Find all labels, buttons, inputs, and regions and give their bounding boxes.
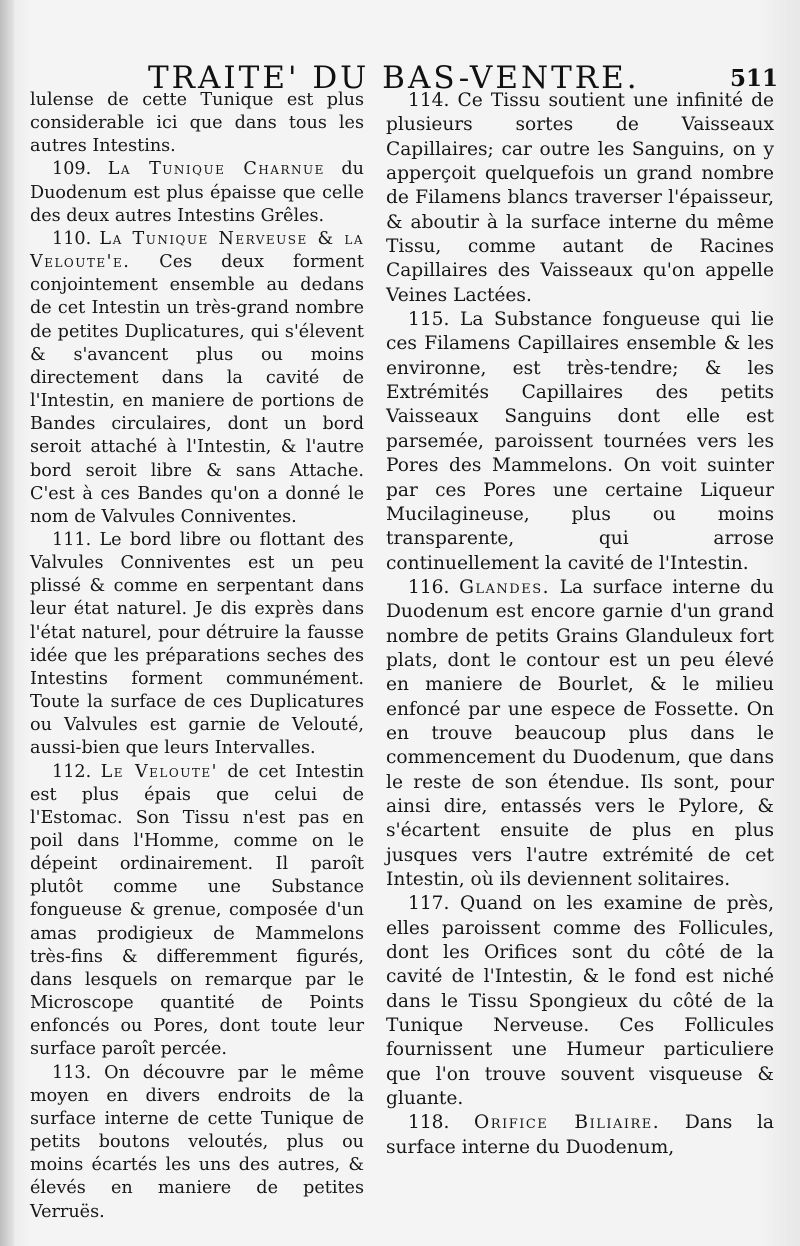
paragraph-113 — [30, 1062, 364, 1224]
paragraph-text: Le bord libre ou flottant des Valvules Conniventes est un peu plissé & comme en serpentant dans leur état naturel. Je dis exprès dans l'état naturel, pour détruire la fausse idée que les préparations seches des Intestins forment communément. Toute la surface de ces Duplicatures ou Valvules est garnie de Velouté, aussi-bien que leurs Intervalles. — [30, 529, 364, 759]
paragraph-text: du Duodenum est plus épaisse que celle des deux autres Intestins Grêles. — [30, 159, 364, 226]
paragraph-text: La Substance fongueuse qui lie ces Filamens Capillaires ensemble & les environne, est très-tendre; & les Extrémités Capillaires des petits Vaisseaux Sanguins dont elle est parsemée, paroissent tournées vers les Pores des Mammelons. On voit suinter par ces Pores une certaine Liqueur Mucilagineuse, plus ou moins transparente, qui arrose continuellement la cavité de l'Intestin. — [386, 309, 774, 574]
section-heading: La Tunique Nerveuse & la Veloute'e. — [30, 228, 364, 273]
paragraph-111 — [30, 529, 364, 761]
paragraph-text: Ces deux forment conjointement ensemble au dedans de cet Intestin un très-grand nombre de petites Duplicatures, qui s'élevent & s'avancent plus ou moins directement dans la cavité de l'Intestin, en maniere de portions de Bandes circulaires, dont un bord seroit attaché à l'Intestin, & l'autre bord seroit libre & sans Attache. C'est à ces Bandes qu'on a donné le nom de Valvules Conniventes. — [30, 252, 364, 527]
paragraph-number: 110. — [52, 228, 92, 249]
paragraph-text: Dans la surface interne du Duodenum, — [386, 1112, 774, 1158]
paragraph-109 — [30, 158, 364, 227]
section-heading: Orifice Biliaire. — [474, 1112, 661, 1134]
paragraph-text: On découvre par le même moyen en divers endroits de la surface interne de cette Tunique de petits boutons veloutés, plus ou moins écartés les uns des autres, & élevés en maniere de petites Verruës. — [30, 1062, 364, 1222]
paragraph-text: lulense de cette Tunique est plus considerable ici que dans tous les autres Intestins. — [30, 90, 364, 157]
paragraph-number: 114. — [408, 90, 450, 111]
section-heading: Glandes. — [459, 576, 551, 598]
section-heading: La Tunique Charnue — [107, 159, 325, 180]
paragraph-text: La surface interne du Duodenum est encore garnie d'un grand nombre de petits Grains Glanduleux fort plats, dont le contour est un peu élevé en maniere de Bourlet, & le milieu enfoncé par une espece de Fossette. On en trouve beaucoup plus dans le commencement du Duodenum, que dans le reste de son étendue. Ils sont, pour ainsi dire, entassés vers le Pylore, & s'écartent ensuite de plus en plus jusques vers l'autre extrémité de cet Intestin, où ils deviennent solitaires. — [386, 576, 774, 890]
paragraph-110 — [30, 228, 364, 529]
paragraph-number: 109. — [52, 159, 92, 180]
left-column — [30, 89, 364, 1224]
paragraph-number: 112. — [52, 761, 92, 782]
paragraph-number: 116. — [408, 576, 450, 598]
paragraph-continuation — [30, 89, 364, 158]
paragraph-text: Ce Tissu soutient une infinité de plusieurs sortes de Vaisseaux Capillaires; car outre les Sanguins, on y apperçoit quelquefois un grand nombre de Filamens blancs traverser l'épaisseur, & aboutir à la surface interne du même Tissu, comme autant de Racines Capillaires des Vaisseaux qu'on appelle Veines Lactées. — [386, 90, 774, 306]
paragraph-number: 111. — [52, 529, 92, 550]
paragraph-number: 115. — [408, 309, 450, 331]
paragraph-116 — [386, 576, 774, 892]
paragraph-number: 113. — [52, 1062, 92, 1083]
paragraph-number: 118. — [408, 1112, 450, 1134]
paragraph-text: Quand on les examine de près, elles paroissent comme des Follicules, dont les Orifices sont du côté de la cavité de l'Intestin, & le fond est niché dans le Tissu Spongieux du côté de la Tunique Nerveuse. Ces Follicules fournissent une Humeur particuliere que l'on trouve souvent visqueuse & gluante. — [386, 893, 774, 1110]
page-binding-shadow — [0, 0, 14, 1246]
paragraph-114 — [386, 89, 774, 308]
paragraph-117 — [386, 892, 774, 1111]
paragraph-118 — [386, 1111, 774, 1160]
page-number: 511 — [729, 65, 778, 92]
paragraph-text: de cet Intestin est plus épais que celui de l'Estomac. Son Tissu n'est pas en poil dans l'Homme, comme on le dépeint ordinairement. Il paroît plutôt comme une Substance fongueuse & grenue, composée d'un amas prodigieux de Mammelons très-fins & differemment figurés, dans lesquels on remarque par le Microscope quantité de Points enfoncés ou Pores, dont toute leur surface paroît percée. — [30, 761, 365, 1060]
paragraph-number: 117. — [408, 893, 450, 915]
right-column — [386, 89, 774, 1160]
paragraph-115 — [386, 308, 774, 576]
section-heading: Le Veloute' — [100, 761, 218, 782]
running-title: TRAITE' DU BAS-VENTRE. — [148, 60, 640, 96]
paragraph-112 — [30, 761, 364, 1062]
